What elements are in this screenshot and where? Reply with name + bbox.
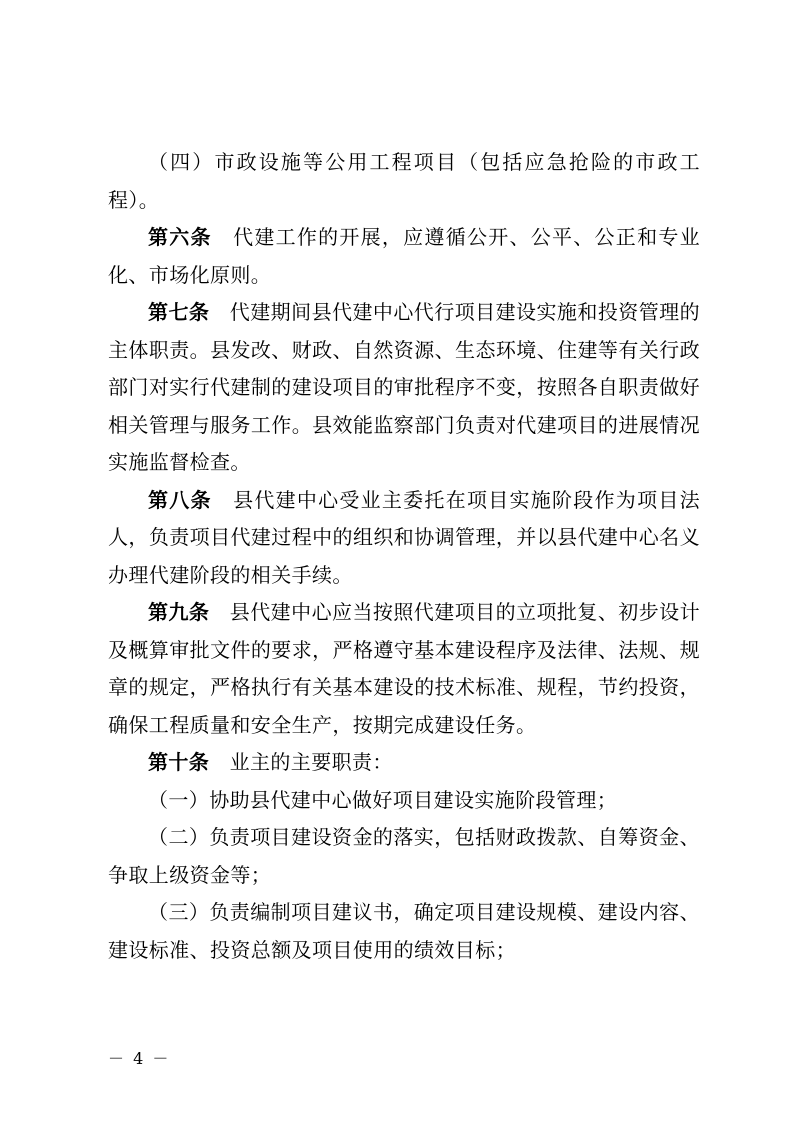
article-10: [108, 744, 700, 782]
article-heading: 第八条: [148, 487, 212, 512]
paragraph-item-4: [108, 144, 700, 219]
document-body: [108, 144, 700, 969]
article-6: [108, 219, 700, 294]
list-item-1: [108, 782, 700, 820]
article-8: [108, 482, 700, 595]
paragraph-text: 代建工作的开展，应遵循公开、公平、公正和专业化、市场化原则。: [108, 225, 700, 287]
article-9: [108, 594, 700, 744]
paragraph-text: 业主的主要职责：: [229, 750, 393, 774]
paragraph-text: （一）协助县代建中心做好项目建设实施阶段管理；: [148, 787, 618, 812]
paragraph-text: （三）负责编制项目建议书，确定项目建设规模、建设内容、建设标准、投资总额及项目使用的绩效目标；: [108, 900, 700, 962]
article-heading: 第十条: [148, 750, 210, 774]
article-heading: 第七条: [148, 300, 210, 324]
article-7: [108, 294, 700, 482]
paragraph-text: 代建期间县代建中心代行项目建设实施和投资管理的主体职责。县发改、财政、自然资源、生态环境、住建等有关行政部门对实行代建制的建设项目的审批程序不变，按照各自职责做好相关管理与服务工作。县效能监察部门负责对代建项目的进展情况实施监督检查。: [108, 300, 700, 474]
paragraph-text: （二）负责项目建设资金的落实，包括财政拨款、自筹资金、争取上级资金等；: [108, 825, 700, 887]
article-heading: 第六条: [148, 225, 212, 249]
article-heading: 第九条: [148, 600, 210, 624]
page-number: － 4 －: [108, 1049, 171, 1068]
list-item-2: [108, 819, 700, 894]
paragraph-text: 县代建中心受业主委托在项目实施阶段作为项目法人，负责项目代建过程中的组织和协调管理，并以县代建中心名义办理代建阶段的相关手续。: [108, 487, 700, 587]
list-item-3: [108, 894, 700, 969]
paragraph-text: （四）市政设施等公用工程项目（包括应急抢险的市政工程）。: [108, 150, 700, 212]
paragraph-text: 县代建中心应当按照代建项目的立项批复、初步设计及概算审批文件的要求，严格遵守基本建设程序及法律、法规、规章的规定，严格执行有关基本建设的技术标准、规程，节约投资，确保工程质量和安全生产，按期完成建设任务。: [108, 600, 700, 737]
